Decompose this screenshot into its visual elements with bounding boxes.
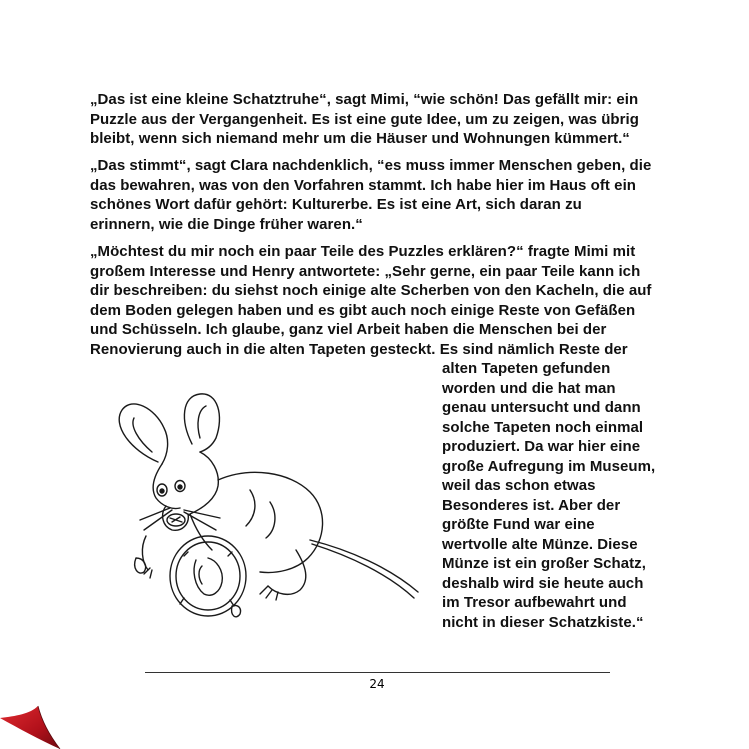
text-line: dir beschreiben: du siehst noch einige alte Scherben von den Kacheln, die auf <box>90 282 652 299</box>
footer-divider <box>145 672 610 673</box>
text-line: deshalb wird sie heute auch <box>442 574 644 592</box>
mouse-with-coin-sketch-icon <box>100 380 440 630</box>
text-line: das bewahren, was von den Vorfahren stammt. Ich habe hier im Haus oft ein <box>90 176 637 194</box>
paragraph-4-column <box>442 359 682 632</box>
paragraph-3 <box>90 242 675 359</box>
text-line: produziert. Da war hier eine <box>442 438 641 455</box>
text-line: weil das schon etwas <box>442 477 596 494</box>
paragraph-2 <box>90 156 675 234</box>
text-line: bleibt, wenn sich niemand mehr um die Häuser und Wohnungen kümmert.“ <box>90 130 630 147</box>
text-line: Münze ist ein großer Schatz, <box>442 555 646 572</box>
page-number: 24 <box>369 677 385 691</box>
text-line: wertvolle alte Münze. Diese <box>442 535 638 553</box>
text-line: große Aufregung im Museum, <box>442 457 656 475</box>
text-line: im Tresor aufbewahrt und <box>442 594 627 611</box>
paragraph-1 <box>90 90 675 149</box>
text-line: worden und die hat man <box>442 379 616 397</box>
text-line: alten Tapeten gefunden <box>442 360 611 377</box>
text-line: genau untersucht und dann <box>442 399 641 416</box>
text-line: „Das ist eine kleine Schatztruhe“, sagt Mimi, “wie schön! Das gefällt mir: ein <box>90 91 639 108</box>
text-line: großem Interesse und Henry antwortete: „Sehr gerne, ein paar Teile kann ich <box>90 262 641 280</box>
text-line: größte Fund war eine <box>442 516 595 533</box>
text-line: nicht in dieser Schatzkiste.“ <box>442 613 644 631</box>
text-line: und Schüsseln. Ich glaube, ganz viel Arbeit haben die Menschen bei der <box>90 321 607 338</box>
text-line: Puzzle aus der Vergangenheit. Es ist eine gute Idee, um zu zeigen, was übrig <box>90 110 639 128</box>
text-line: Besonderes ist. Aber der <box>442 496 621 514</box>
text-line: „Möchtest du mir noch ein paar Teile des Puzzles erklären?“ fragte Mimi mit <box>90 243 636 260</box>
text-line: schönes Wort dafür gehört: Kulturerbe. Es ist eine Art, sich daran zu <box>90 196 582 213</box>
text-line: Renovierung auch in die alten Tapeten gesteckt. Es sind nämlich Reste der <box>90 340 628 358</box>
text-line: solche Tapeten noch einmal <box>442 418 644 436</box>
text-line: „Das stimmt“, sagt Clara nachdenklich, “es muss immer Menschen geben, die <box>90 157 652 174</box>
text-line: dem Boden gelegen haben und es gibt auch noch einige Reste von Gefäßen <box>90 301 636 319</box>
text-line: erinnern, wie die Dinge früher waren.“ <box>90 215 363 233</box>
page-curl-icon[interactable] <box>0 694 62 749</box>
